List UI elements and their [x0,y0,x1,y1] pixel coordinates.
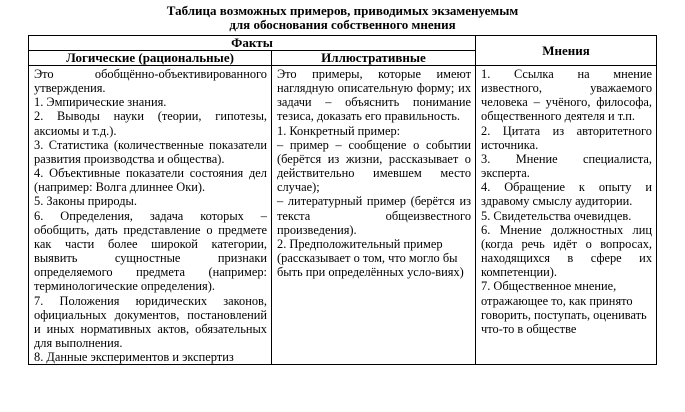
logical-item: 5. Законы природы. [34,194,137,209]
logical-item: 6. Определения, задача которых – обобщить, дать представление о предмете как части более широкой категории, выявить сущностные признаки определяемого предмета (например: терминологические определения). [34,208,267,294]
illustrative-item: 2. Предположительный пример (рассказывает о том, что могло бы быть при определённых усло-виях) [277,236,464,280]
illustrative-item: 1. Конкретный пример: [277,123,401,138]
illustrative-item: – пример – сообщение о событии (берётся из жизни, рассказывает о действительно имевшем место случае); [277,137,472,195]
header-logical: Логические (рациональные) [29,51,272,66]
header-illustrative: Иллюстративные [272,51,476,66]
table-title [0,4,685,32]
title-line-1: Таблица возможных примеров, приводимых экзаменуемым [166,3,519,18]
logical-item: 8. Данные экспериментов и экспертиз [34,350,234,365]
opinions-item: 7. Общественное мнение, отражающее то, как принято говорить, поступать, оценивать что-то в обществе [481,279,647,336]
opinions-column [476,66,657,365]
illustrative-item: Это примеры, которые имеют наглядную описательную форму; их задачи – объяснить понимание тезиса, доказать его правильность. [277,67,472,124]
opinions-item: 4. Обращение к опыту и здравому смыслу аудитории. [481,180,653,209]
logical-item: 2. Выводы науки (теории, гипотезы, аксиомы и т.д.). [34,109,267,138]
header-opinions: Мнения [476,36,657,66]
examples-table [28,35,657,365]
logical-item: 3. Статистика (количественные показатели развития производства и общества). [34,137,267,166]
illustrative-column [272,66,476,365]
opinions-item: 1. Ссылка на мнение известного, уважаемого человека – учёного, философа, общественного деятеля и т.п. [481,67,653,124]
title-line-2: для обоснования собственного мнения [229,17,456,32]
opinions-item: 6. Мнение должностных лиц (когда речь идёт о вопросах, находящихся в сфере их компетенции). [481,222,653,280]
illustrative-item: – литературный пример (берётся из текста общеизвестного произведения). [277,194,472,237]
opinions-item: 3. Мнение специалиста, эксперта. [481,151,653,181]
opinions-item: 5. Свидетельства очевидцев. [481,208,632,223]
logical-item: 7. Положения юридических законов, официальных документов, постановлений и иных нормативных актов, обязательных для выполнения. [34,293,267,350]
logical-item: Это обобщённо-объективированного утверждения. [34,67,267,96]
logical-column [29,66,272,365]
logical-item: 4. Объективные показатели состояния дел (например: Волга длиннее Оки). [34,166,267,195]
opinions-item: 2. Цитата из авторитетного источника. [481,123,653,152]
header-facts: Факты [29,36,476,51]
logical-item: 1. Эмпирические знания. [34,95,167,110]
